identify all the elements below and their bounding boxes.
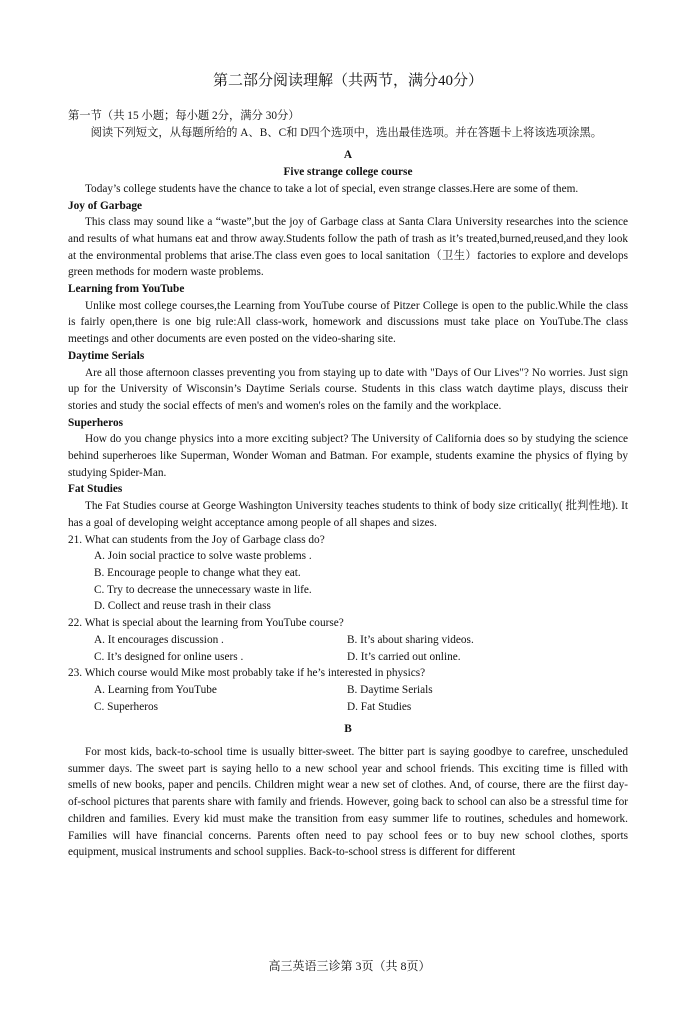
option-c: C. Superheros — [94, 700, 159, 713]
course-body: This class may sound like a “waste”,but the joy of Garbage class at Santa Clara University researches into the science and results of what humans eat and throw away.Students follow the path of trash as it’s treated,burned,reused,and they look at the environmental problems that arise.The class even goes to local sanitation（卫生）factories to explore and develops green methods for modern waste problems. — [68, 216, 628, 279]
option-d: D. Collect and reuse trash in their class — [94, 600, 271, 613]
page-footer: 高三英语三诊第 3页（共 8页） — [268, 959, 431, 973]
question-23-stem: 23. Which course would Mike most probably take if he’s interested in physics? — [68, 667, 426, 680]
passage-b-body: For most kids, back-to-school time is usually bitter-sweet. The bitter part is saying goodbye to carefree, unscheduled summer days. The sweet part is saying hello to a new school year and school friends. This exciting time is filled with smells of new books, paper and pencils. Children might wear a new set of clothes. And, of course, there are the fiirst day-of-school pictures that parents share with family and friends. However, going back to school can also be a stressful time for children and families. Every kid must make the transition from easy summer life to routines, schedules and homework. Families will have financial concerns. Parents often need to pay school fees or to buy new school clothes, sports equipment, musical instruments and school supplies. Back-to-school stress is different for different — [68, 746, 628, 859]
part-title: 第二部分阅读理解（共两节，满分40分） — [212, 73, 483, 89]
course-heading: Daytime Serials — [68, 349, 145, 362]
question-22-stem: 22. What is special about the learning from YouTube course? — [68, 617, 344, 630]
option-d: D. Fat Studies — [347, 700, 412, 713]
option-d: D. It’s carried out online. — [347, 650, 461, 663]
question-21-options — [94, 548, 628, 615]
course-body: The Fat Studies course at George Washington University teaches students to think of body size critically( 批判性地). It has a goal of developing weight acceptance among people of all shapes and sizes. — [68, 500, 628, 529]
question-21-stem: 21. What can students from the Joy of Garbage class do? — [68, 533, 325, 546]
option-b: B. Encourage people to change what they eat. — [94, 566, 301, 579]
passage-a-label: A — [343, 149, 353, 162]
course-heading: Superheros — [68, 416, 124, 429]
option-b: B. Daytime Serials — [347, 683, 433, 696]
passage-a-intro: Today’s college students have the chance to take a lot of special, even strange classes.Here are some of them. — [84, 182, 579, 195]
option-a: A. It encourages discussion . — [94, 633, 224, 646]
course-heading: Fat Studies — [68, 483, 123, 496]
passage-b-label: B — [344, 723, 352, 736]
option-c: C. Try to decrease the unnecessary waste in life. — [94, 583, 312, 596]
section-heading: 第一节（共 15 小题；每小题 2分，满分 30分） — [68, 110, 300, 122]
option-b: B. It’s about sharing videos. — [347, 633, 474, 646]
course-body: Unlike most college courses,the Learning from YouTube course of Pitzer College is open to the public.While the class is fairly open,there is one big rule:All class-work, homework and discussions must take place on YouTube.The class meetings and other documents are even posted on the video-sharing site. — [68, 299, 628, 346]
course-heading: Joy of Garbage — [68, 199, 143, 212]
course-body: How do you change physics into a more exciting subject? The University of California does so by studying the science behind superheroes like Superman, Wonder Woman and Batman. For example, students examine the physics of flying by studying Spider-Man. — [68, 433, 628, 479]
course-heading: Learning from YouTube — [68, 283, 185, 296]
passage-a-title: Five strange college course — [283, 166, 413, 179]
question-22-options — [94, 632, 628, 665]
option-a: A. Learning from YouTube — [94, 683, 217, 696]
course-body: Are all those afternoon classes preventing you from staying up to date with "Days of Our Lives"? No worries. Just sign up for the University of Wisconsin’s Daytime Serials course. Students in this class watch daytime plays, discuss their stories and study the social effects of men's and women's roles on the family and the workplace. — [68, 366, 628, 412]
document-page — [68, 70, 628, 861]
section-instructions: 阅读下列短文，从每题所给的 A、B、C和 D四个选项中，选出最佳选项。并在答题卡上将该选项涂黑。 — [90, 126, 603, 139]
question-23-options — [94, 682, 628, 715]
option-a: A. Join social practice to solve waste problems . — [94, 550, 312, 563]
option-c: C. It’s designed for online users . — [94, 650, 244, 663]
